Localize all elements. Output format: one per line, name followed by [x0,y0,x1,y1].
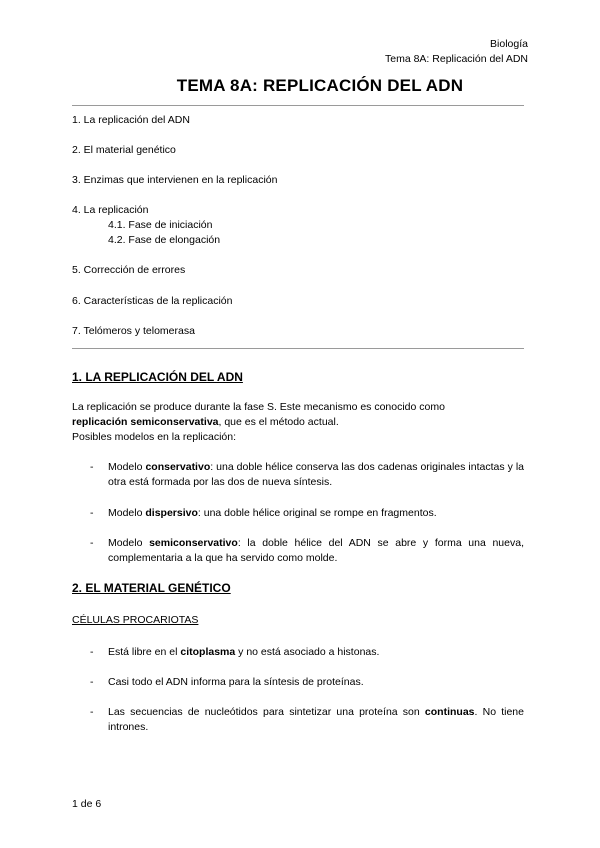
bullet-text: Modelo [108,461,146,473]
list-item [90,536,524,566]
header-topic: Tema 8A: Replicación del ADN [385,53,528,65]
section1-intro-rest: , que es el método actual. [218,416,339,428]
section1-intro-a: La replicación se produce durante la fase S. Este mecanismo es conocido como [72,401,445,413]
section2-heading: 2. EL MATERIAL GENÉTICO [72,581,231,595]
bullet-bold: conservativo [145,461,211,473]
bullet-dash: - [90,507,94,519]
toc-item-4-2: 4.2. Fase de elongación [108,234,221,246]
page-title: TEMA 8A: REPLICACIÓN DEL ADN [176,76,464,95]
list-item [90,645,524,660]
list-item [90,460,524,490]
toc-item-1: 1. La replicación del ADN [72,114,190,126]
section1-intro [72,400,524,445]
toc-item-3: 3. Enzimas que intervienen en la replicación [72,174,278,186]
bullet-text: Casi todo el ADN informa para la síntesis de proteínas. [108,676,364,688]
toc-item-4-1: 4.1. Fase de iniciación [108,219,213,231]
bullet-bold: semiconservativo [149,537,238,549]
divider-top [72,105,524,106]
bullet-dash: - [90,537,94,549]
bullet-dash: - [90,461,94,473]
section1-heading: 1. LA REPLICACIÓN DEL ADN [72,370,243,384]
divider-toc-end [72,348,524,349]
section2-subheading: CÉLULAS PROCARIOTAS [72,614,199,626]
bullet-bold: continuas [424,706,475,718]
section1-intro-bold: replicación semiconservativa [72,416,219,428]
bullet-text: Está libre en el [108,646,181,658]
bullet-bold: citoplasma [180,646,236,658]
bullet-text-post: y no está asociado a histonas. [235,646,380,658]
toc-item-6: 6. Características de la replicación [72,295,233,307]
section1-intro-c: Posibles modelos en la replicación: [72,431,237,443]
bullet-text-post: . No tiene intrones. [108,706,524,733]
bullet-text-post: : una doble hélice original se rompe en fragmentos. [197,507,437,519]
bullet-dash: - [90,706,94,718]
toc-item-4: 4. La replicación [72,204,149,216]
bullet-dash: - [90,646,94,658]
bullet-text-post: : la doble hélice del ADN se abre y forma una nueva, complementaria a la que ha servido como molde. [108,537,524,564]
bullet-text: Las secuencias de nucleótidos para sintetizar una proteína son [108,706,425,718]
list-item [90,705,524,735]
bullet-text: Modelo [108,507,146,519]
bullet-text-post: : una doble hélice conserva las dos cadenas originales intactas y la otra está formada por las dos de nueva síntesis. [108,461,525,488]
toc-item-7: 7. Telómeros y telomerasa [72,325,195,337]
list-item [90,675,524,690]
header-subject: Biología [490,38,528,50]
bullet-dash: - [90,676,94,688]
toc-item-5: 5. Corrección de errores [72,264,186,276]
page-number: 1 de 6 [72,798,102,810]
toc-item-2: 2. El material genético [72,144,176,156]
bullet-text: Modelo [108,537,150,549]
list-item [90,506,524,521]
bullet-bold: dispersivo [145,507,198,519]
